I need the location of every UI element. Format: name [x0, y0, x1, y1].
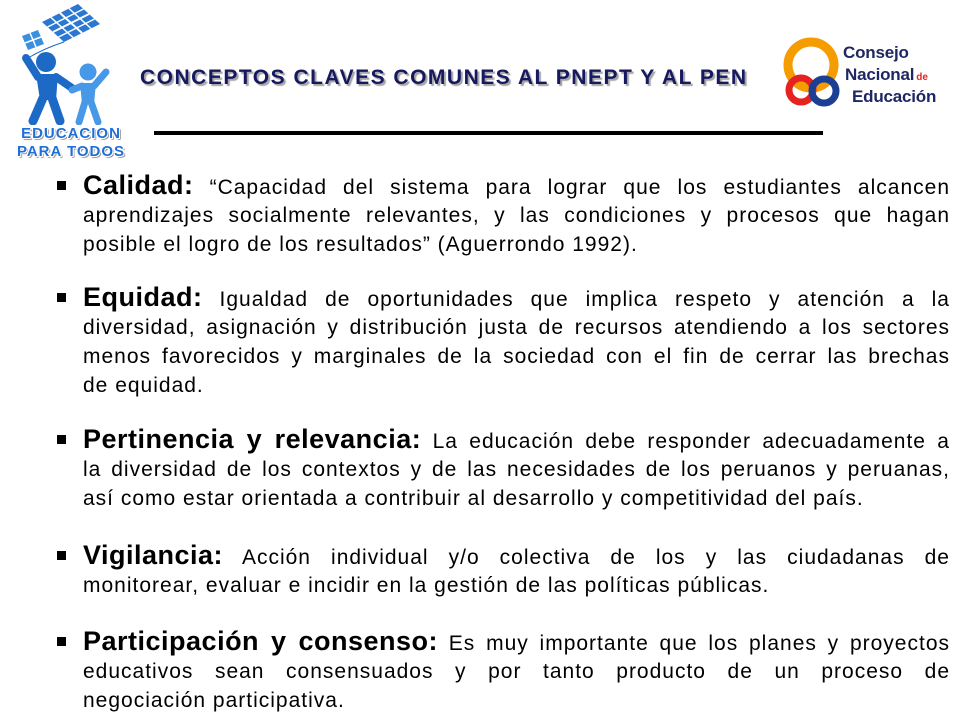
definition-text: diversidad, asignación y distribución justa de recursos atendiendo a los sectores [83, 316, 950, 339]
definition-line [83, 625, 950, 657]
logo-right-line3: Educación [852, 87, 937, 106]
bullet-item-vigilancia [83, 539, 950, 600]
square-bullet-icon [57, 435, 66, 444]
flag-icon [22, 30, 44, 50]
logo-right-line2 [845, 65, 928, 88]
child-figure-icon [72, 64, 106, 123]
definition-line [83, 423, 950, 455]
definition-text: “Capacidad del sistema para lograr que los estudiantes alcancen [209, 176, 950, 199]
educacion-para-todos-logo [0, 0, 140, 165]
definition-line [83, 686, 950, 715]
definition-line [83, 539, 950, 571]
logo-left-line1: EDUCACION [21, 125, 121, 142]
square-bullet-icon [57, 181, 66, 190]
definition-line [83, 313, 950, 342]
logo-right-line2-small: de [916, 72, 928, 83]
consejo-nacional-educacion-logo [775, 36, 950, 116]
definition-line [83, 201, 950, 230]
definition-line [83, 371, 950, 400]
kite-book-icon [42, 4, 100, 42]
term-label: Equidad: [83, 282, 203, 312]
definition-line [83, 571, 950, 600]
interlocking-rings-logo-icon [775, 36, 845, 116]
square-bullet-icon [57, 293, 66, 302]
definition-text: menos favorecidos y marginales de la sociedad con el fin de cerrar las brechas [83, 345, 950, 368]
term-label: Vigilancia: [83, 540, 224, 570]
definition-line [83, 281, 950, 313]
definition-text: La educación debe responder adecuadamente a [432, 430, 950, 453]
definition-text: educativos sean consensuados y por tanto producto de un proceso de [83, 660, 950, 683]
square-bullet-icon [57, 551, 66, 560]
definition-text: aprendizajes socialmente relevantes, y las condiciones y procesos que hagan [83, 204, 950, 227]
term-label: Calidad: [83, 170, 194, 200]
definition-text: así como estar orientada a contribuir al desarrollo y competitividad del país. [83, 487, 864, 510]
definition-line [83, 230, 950, 259]
definition-text: Es muy importante que los planes y proyectos [448, 632, 950, 655]
definition-text: de equidad. [83, 374, 204, 397]
term-label: Pertinencia y relevancia: [83, 424, 422, 454]
logo-right-line2-text: Nacional [845, 65, 915, 84]
definition-line [83, 657, 950, 686]
title-divider [154, 131, 823, 135]
adult-figure-icon [26, 52, 72, 121]
term-label: Participación y consenso: [83, 626, 438, 656]
definition-line [83, 169, 950, 201]
definition-line [83, 455, 950, 484]
bullet-item-pertinencia [83, 423, 950, 513]
bullet-item-calidad [83, 169, 950, 259]
definition-text: Igualdad de oportunidades que implica respeto y atención a la [219, 288, 950, 311]
children-with-kite-logo-icon [0, 0, 140, 125]
definition-text: la diversidad de los contextos y de las necesidades de los peruanos y peruanas, [83, 458, 950, 481]
bullet-item-participacion [83, 625, 950, 715]
logo-right-line1: Consejo [843, 43, 909, 62]
definition-text: negociación participativa. [83, 689, 345, 712]
definition-line [83, 484, 950, 513]
slide-title: CONCEPTOS CLAVES COMUNES AL PNEPT Y AL PEN [140, 66, 748, 89]
definition-line [83, 342, 950, 371]
definition-text: monitorear, evaluar e incidir en la gestión de las políticas públicas. [83, 574, 770, 597]
definition-text: Acción individual y/o colectiva de los y las ciudadanas de [241, 546, 950, 569]
square-bullet-icon [57, 637, 66, 646]
bullet-item-equidad [83, 281, 950, 400]
definition-text: posible el logro de los resultados” (Aguerrondo 1992). [83, 233, 638, 256]
logo-left-line2: PARA TODOS [16, 143, 126, 160]
